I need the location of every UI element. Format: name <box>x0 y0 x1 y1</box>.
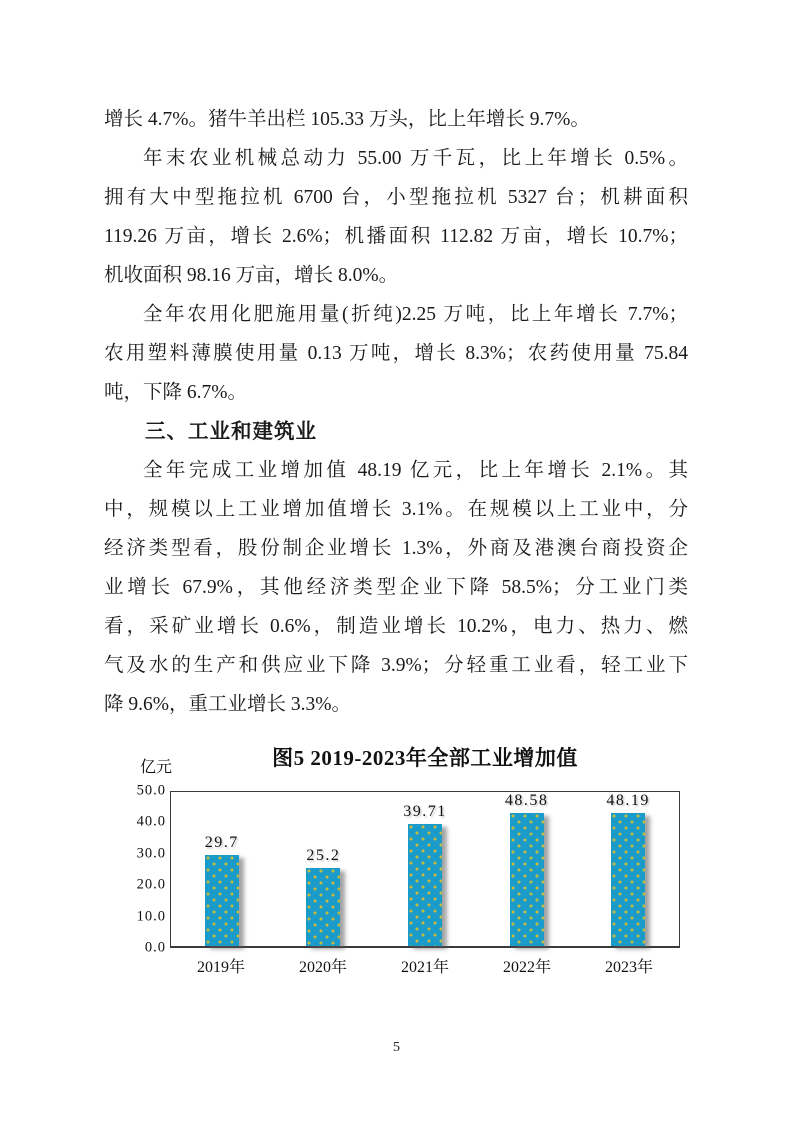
industry-added-value-chart <box>136 740 692 990</box>
chart-plot-area <box>170 791 680 948</box>
bar-value-label: 48.58 <box>504 792 549 809</box>
bar-group-2019年 <box>171 792 273 946</box>
x-category-label: 2023年 <box>604 959 653 976</box>
y-tick-label: 40.0 <box>136 813 166 830</box>
y-tick-label: 20.0 <box>136 876 166 893</box>
body-text <box>104 100 688 724</box>
chart-y-axis <box>136 782 166 956</box>
bar-value-label: 39.71 <box>403 802 447 820</box>
text-line: 机收面积 98.16 万亩，增长 8.0%。 <box>104 265 399 286</box>
y-tick-label: 0.0 <box>144 939 166 956</box>
x-category-label: 2021年 <box>400 959 449 976</box>
text-line: 年末农业机械总动力 55.00 万千瓦，比上年增长 0.5%。 <box>143 148 688 169</box>
bar <box>408 824 442 946</box>
x-category-label: 2020年 <box>298 959 347 976</box>
page-number: 5 <box>393 1040 400 1055</box>
y-tick-label: 30.0 <box>136 845 166 862</box>
x-category-label: 2022年 <box>502 959 551 976</box>
text-line: 拥有大中型拖拉机 6700 台，小型拖拉机 5327 台；机耕面积 <box>104 187 688 208</box>
bar-value-label: 29.7 <box>204 833 239 851</box>
bar-group-2022年 <box>476 792 578 946</box>
text-line: 中，规模以上工业增加值增长 3.1%。在规模以上工业中，分 <box>104 499 688 520</box>
bar-value-label: 48.19 <box>606 792 650 809</box>
bar-value-label: 25.2 <box>306 847 341 865</box>
bar <box>611 813 645 946</box>
text-line: 119.26 万亩，增长 2.6%；机播面积 112.82 万亩，增长 10.7%； <box>104 226 688 247</box>
text-line: 看，采矿业增长 0.6%，制造业增长 10.2%，电力、热力、燃 <box>104 616 688 637</box>
chart-x-axis <box>170 954 680 977</box>
text-line: 增长 4.7%。猪牛羊出栏 105.33 万头，比上年增长 9.7%。 <box>104 109 590 130</box>
y-axis-unit-label: 亿元 <box>140 759 173 776</box>
text-line: 业增长 67.9%，其他经济类型企业下降 58.5%；分工业门类 <box>104 577 688 598</box>
chart-title: 图5 2019-2023年全部工业增加值 <box>272 746 578 770</box>
bar-group-2021年 <box>374 792 476 946</box>
bar <box>510 813 544 946</box>
bar <box>306 868 340 946</box>
x-category-label: 2019年 <box>196 959 245 976</box>
bar <box>205 855 239 946</box>
y-tick-label: 10.0 <box>136 908 166 925</box>
text-line: 降 9.6%，重工业增长 3.3%。 <box>104 694 351 715</box>
text-line: 农用塑料薄膜使用量 0.13 万吨，增长 8.3%；农药使用量 75.84 <box>104 343 688 364</box>
text-line: 三、工业和建筑业 <box>145 420 317 443</box>
text-line: 全年完成工业增加值 48.19 亿元，比上年增长 2.1%。其 <box>143 460 688 481</box>
text-line: 吨，下降 6.7%。 <box>104 382 247 403</box>
text-line: 全年农用化肥施用量(折纯)2.25 万吨，比上年增长 7.7%； <box>143 304 688 325</box>
bar-group-2023年 <box>577 792 679 946</box>
text-line: 气及水的生产和供应业下降 3.9%；分轻重工业看，轻工业下 <box>104 655 688 676</box>
bar-group-2020年 <box>273 792 375 946</box>
text-line: 经济类型看，股份制企业增长 1.3%，外商及港澳台商投资企 <box>104 538 688 559</box>
y-tick-label: 50.0 <box>136 782 166 799</box>
